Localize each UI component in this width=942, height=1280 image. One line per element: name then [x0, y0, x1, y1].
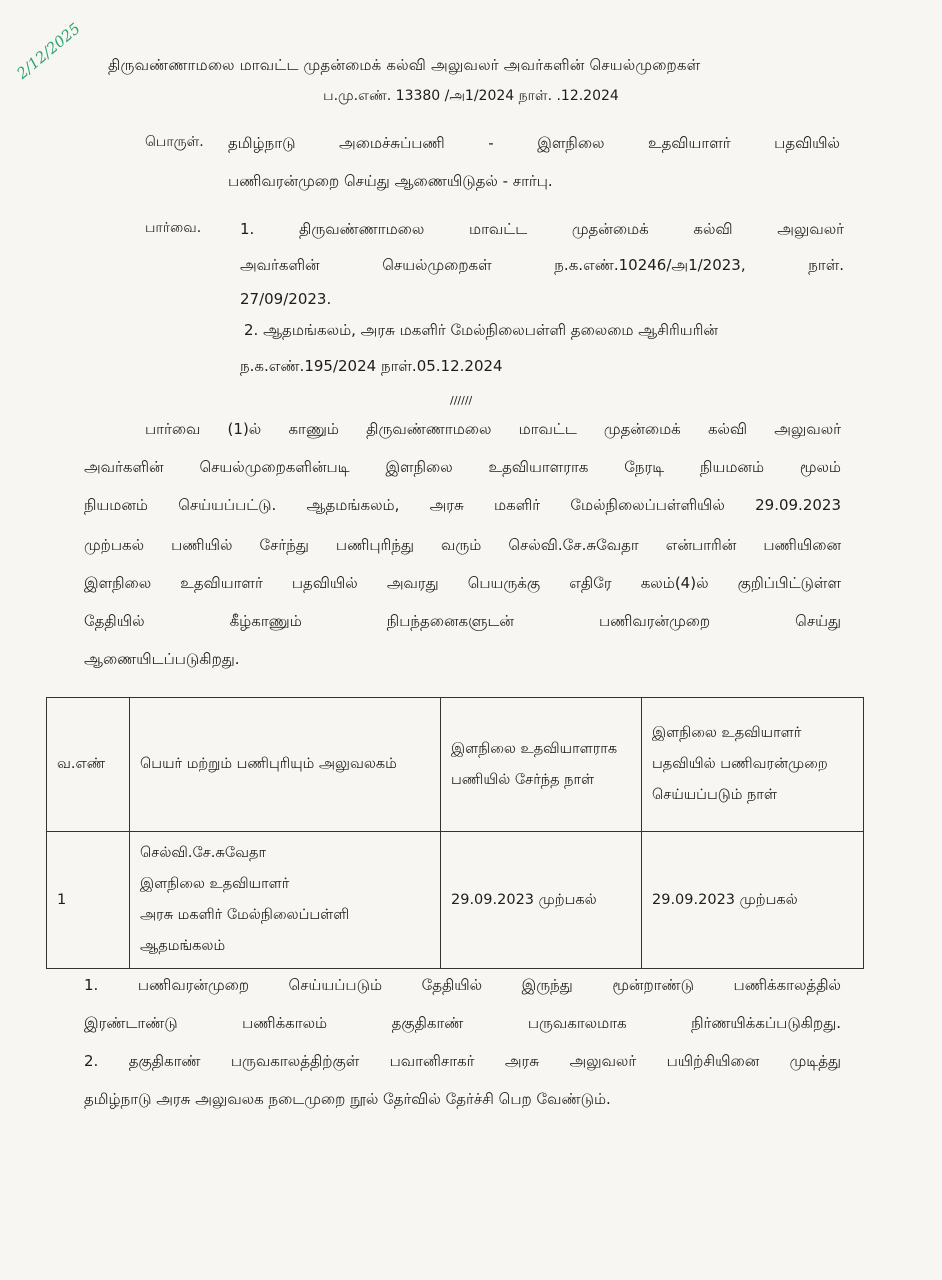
table-row: [47, 832, 864, 969]
cell-sno: 1: [47, 832, 130, 969]
body-line: நியமனம் செய்யப்பட்டு. ஆதமங்கலம், அரசு மகளிர் மேல்நிலைப்பள்ளியில் 29.09.2023: [84, 496, 841, 514]
condition-line: 1. பணிவரன்முறை செய்யப்படும் தேதியில் இருந்து மூன்றாண்டு பணிக்காலத்தில்: [84, 976, 841, 994]
employee-name: செல்வி.சே.சுவேதா: [140, 845, 267, 861]
table-header-row: [47, 698, 864, 832]
reference-1-line-1: 1. திருவண்ணாமலை மாவட்ட முதன்மைக் கல்வி அலுவலர்: [240, 220, 844, 238]
subject-line-1: தமிழ்நாடு அமைச்சுப்பணி - இளநிலை உதவியாளர் பதவியில்: [228, 134, 840, 152]
employee-office: அரசு மகளிர் மேல்நிலைப்பள்ளி: [140, 907, 350, 923]
employee-designation: இளநிலை உதவியாளர்: [140, 876, 290, 892]
references-label: பார்வை.: [145, 220, 202, 236]
body-line: முற்பகல் பணியில் சேர்ந்து பணிபுரிந்து வரும் செல்வி.சே.சுவேதா என்பாரின் பணியினை: [84, 536, 841, 554]
reference-1-line-2: அவர்களின் செயல்முறைகள் ந.க.எண்.10246/அ1/2023, நாள்.: [240, 256, 844, 274]
reference-2-line-1: 2. ஆதமங்கலம், அரசு மகளிர் மேல்நிலைபள்ளி தலைமை ஆசிரியரின்: [244, 321, 718, 339]
condition-line: இரண்டாண்டு பணிக்காலம் தகுதிகாண் பருவகாலமாக நிர்ணயிக்கப்படுகிறது.: [84, 1014, 841, 1032]
reference-2-line-2: ந.க.எண்.195/2024 நாள்.05.12.2024: [240, 357, 503, 375]
regularization-table: [46, 697, 864, 969]
employee-place: ஆதமங்கலம்: [140, 938, 226, 954]
cell-name-office: [130, 832, 441, 969]
body-line: இளநிலை உதவியாளர் பதவியில் அவரது பெயருக்கு எதிரே கலம்(4)ல் குறிப்பிட்டுள்ள: [84, 574, 841, 592]
cell-joined-date: 29.09.2023 முற்பகல்: [441, 832, 642, 969]
body-line: தேதியில் கீழ்காணும் நிபந்தனைகளுடன் பணிவரன்முறை செய்து: [84, 612, 841, 630]
header-joined-date: இளநிலை உதவியாளராக பணியில் சேர்ந்த நாள்: [441, 698, 642, 832]
reference-number: ப.மு.எண். 13380 /அ1/2024 நாள். .12.2024: [323, 88, 619, 104]
header-regularized-date: இளநிலை உதவியாளர் பதவியில் பணிவரன்முறை செய்யப்படும் நாள்: [642, 698, 864, 832]
subject-line-2: பணிவரன்முறை செய்து ஆணையிடுதல் - சார்பு.: [228, 172, 553, 190]
header-sno: வ.எண்: [47, 698, 130, 832]
condition-line: 2. தகுதிகாண் பருவகாலத்திற்குள் பவானிசாகர் அரசு அலுவலர் பயிற்சியினை முடித்து: [84, 1052, 841, 1070]
subject-label: பொருள்.: [145, 134, 204, 150]
body-line: அவர்களின் செயல்முறைகளின்படி இளநிலை உதவியாளராக நேரடி நியமனம் மூலம்: [84, 458, 841, 476]
condition-line: தமிழ்நாடு அரசு அலுவலக நடைமுறை நூல் தேர்வில் தேர்ச்சி பெற வேண்டும்.: [84, 1090, 611, 1108]
document-title: திருவண்ணாமலை மாவட்ட முதன்மைக் கல்வி அலுவலர் அவர்களின் செயல்முறைகள்: [108, 56, 701, 74]
body-line: பார்வை (1)ல் காணும் திருவண்ணாமலை மாவட்ட முதன்மைக் கல்வி அலுவலர்: [145, 420, 841, 438]
header-name-office: பெயர் மற்றும் பணிபுரியும் அலுவலகம்: [130, 698, 441, 832]
cell-regularized-date: 29.09.2023 முற்பகல்: [642, 832, 864, 969]
reference-1-line-3: 27/09/2023.: [240, 290, 332, 308]
body-line: ஆணையிடப்படுகிறது.: [84, 650, 240, 668]
handwritten-annotation: 2/12/2025: [13, 19, 84, 83]
separator: //////: [450, 394, 473, 407]
